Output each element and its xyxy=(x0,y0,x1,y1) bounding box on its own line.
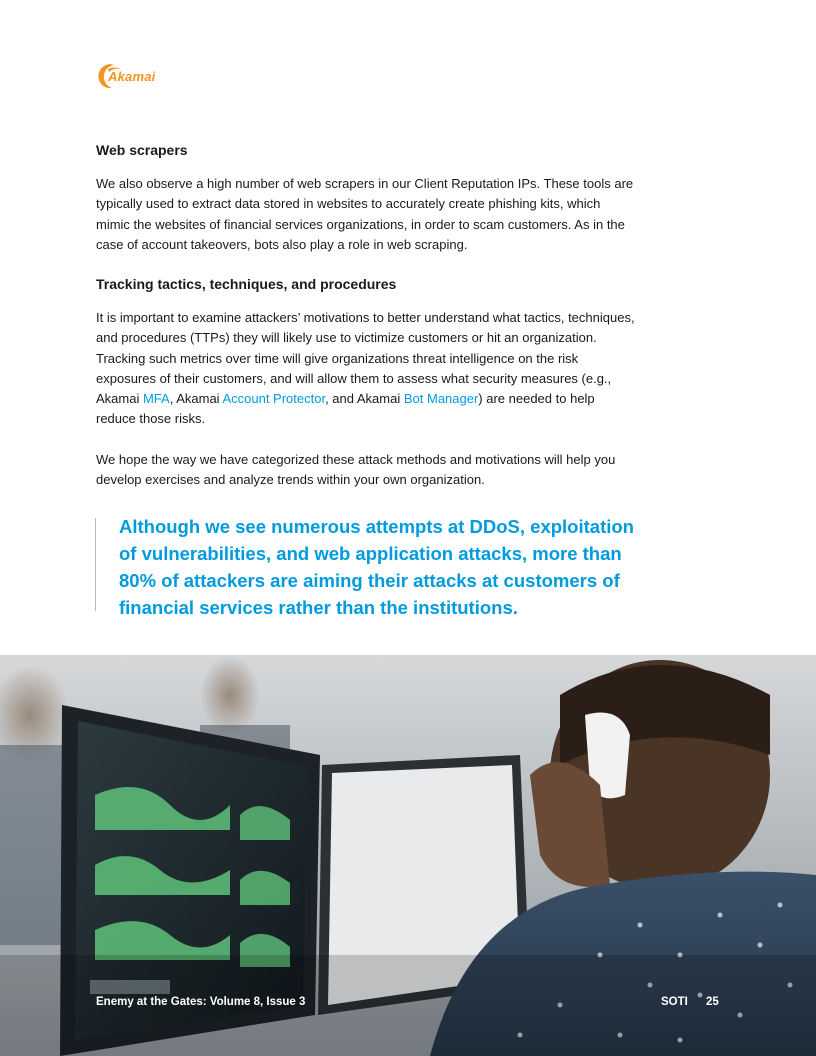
ttp-text-4: ) are needed to help reduce those risks. xyxy=(96,391,595,427)
pull-quote-rule xyxy=(95,518,96,611)
link-account-protector[interactable]: Account Protector xyxy=(222,391,326,407)
ttp-text-2: , Akamai xyxy=(169,391,223,407)
ttp-text-1: It is important to examine attackers’ motivations to better understand what tactics, techniques, and procedures (TTPs) they will likely use to victimize customers or hit an organization. Tracking such metrics over time will give organizations threat intelligence on the risk exposures of their customers, and will allow them to assess what security measures (e.g., Akamai xyxy=(96,310,635,407)
section-heading-ttp: Tracking tactics, techniques, and procedures xyxy=(96,276,397,292)
footer-publication: Enemy at the Gates: Volume 8, Issue 3 xyxy=(96,996,306,1008)
section-heading-web-scrapers: Web scrapers xyxy=(96,142,188,158)
akamai-logo-text: Akamai xyxy=(108,69,156,84)
paragraph-ttp xyxy=(96,308,636,430)
footer-page-number: 25 xyxy=(706,996,719,1008)
paragraph-hope: We hope the way we have categorized these attack methods and motivations will help you develop exercises and analyze trends within your own organization. xyxy=(96,452,616,488)
paragraph-web-scrapers: We also observe a high number of web scrapers in our Client Reputation IPs. These tools are typically used to extract data stored in websites to accurately create phishing kits, which mimic the websites of financial services organizations, in order to scam customers. As in the case of account takeovers, bots also play a role in web scraping. xyxy=(96,176,634,252)
link-mfa[interactable]: MFA xyxy=(142,391,170,407)
ttp-text-3: , and Akamai xyxy=(325,391,404,407)
link-bot-manager[interactable]: Bot Manager xyxy=(403,391,479,407)
footer-series: SOTI xyxy=(661,996,688,1008)
pull-quote: Although we see numerous attempts at DDoS, exploitation of vulnerabilities, and web application attacks, more than 80% of attackers are aiming their attacks at customers of financial services rather than the institutions. xyxy=(119,516,634,618)
